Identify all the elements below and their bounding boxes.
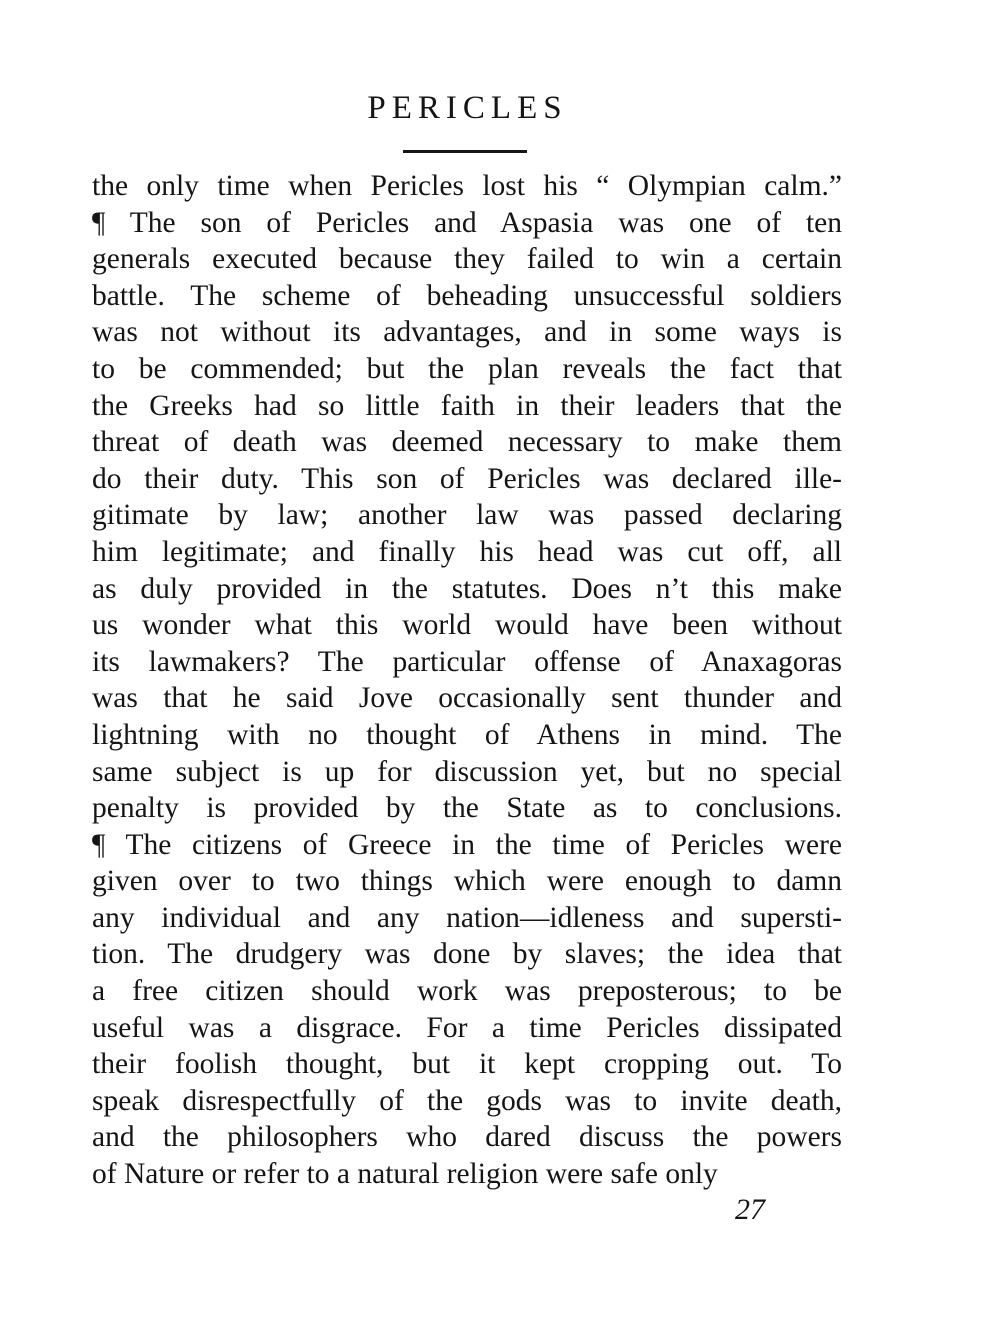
text-line: him legitimate; and finally his head was cut off, all [92, 535, 842, 568]
text-line: speak disrespectfully of the gods was to invite death, [92, 1084, 842, 1117]
title-rule [403, 150, 527, 153]
text-line: was not without its advantages, and in some ways is [92, 316, 842, 349]
text-line: ¶ The citizens of Greece in the time of Pericles were [92, 828, 842, 861]
text-line: us wonder what this world would have been without [92, 609, 842, 642]
body-text [92, 168, 842, 1193]
text-line: to be commended; but the plan reveals the fact that [92, 352, 842, 385]
text-line: the only time when Pericles lost his “ Olympian calm.” [92, 170, 842, 202]
text-line: any individual and any nation—idleness and supersti- [92, 901, 842, 934]
text-line: tion. The drudgery was done by slaves; the idea that [92, 938, 842, 971]
text-line: given over to two things which were enough to damn [92, 865, 842, 898]
text-line: do their duty. This son of Pericles was declared ille- [92, 462, 842, 495]
text-line: threat of death was deemed necessary to make them [92, 426, 842, 459]
text-line: useful was a disgrace. For a time Pericles dissipated [92, 1011, 842, 1044]
text-line: generals executed because they failed to win a certain [92, 243, 842, 276]
text-line: a free citizen should work was preposterous; to be [92, 975, 842, 1008]
text-line: its lawmakers? The particular offense of Anaxagoras [92, 645, 842, 678]
running-title: PERICLES [367, 90, 568, 126]
text-line: of Nature or refer to a natural religion were safe only [92, 1158, 718, 1191]
page-number: 27 [735, 1193, 765, 1226]
text-line: lightning with no thought of Athens in mind. The [92, 718, 842, 751]
text-line: their foolish thought, but it kept cropping out. To [92, 1048, 842, 1081]
text-line: the Greeks had so little faith in their leaders that the [92, 389, 842, 422]
text-line: as duly provided in the statutes. Does n’t this make [92, 572, 842, 605]
text-line: penalty is provided by the State as to conclusions. [92, 792, 842, 825]
text-line: same subject is up for discussion yet, but no special [92, 755, 842, 788]
text-line: and the philosophers who dared discuss the powers [92, 1121, 842, 1154]
text-line: was that he said Jove occasionally sent thunder and [92, 682, 842, 715]
text-line: battle. The scheme of beheading unsuccessful soldiers [92, 279, 842, 312]
text-line: gitimate by law; another law was passed declaring [92, 499, 842, 532]
text-line: ¶ The son of Pericles and Aspasia was one of ten [92, 206, 842, 239]
